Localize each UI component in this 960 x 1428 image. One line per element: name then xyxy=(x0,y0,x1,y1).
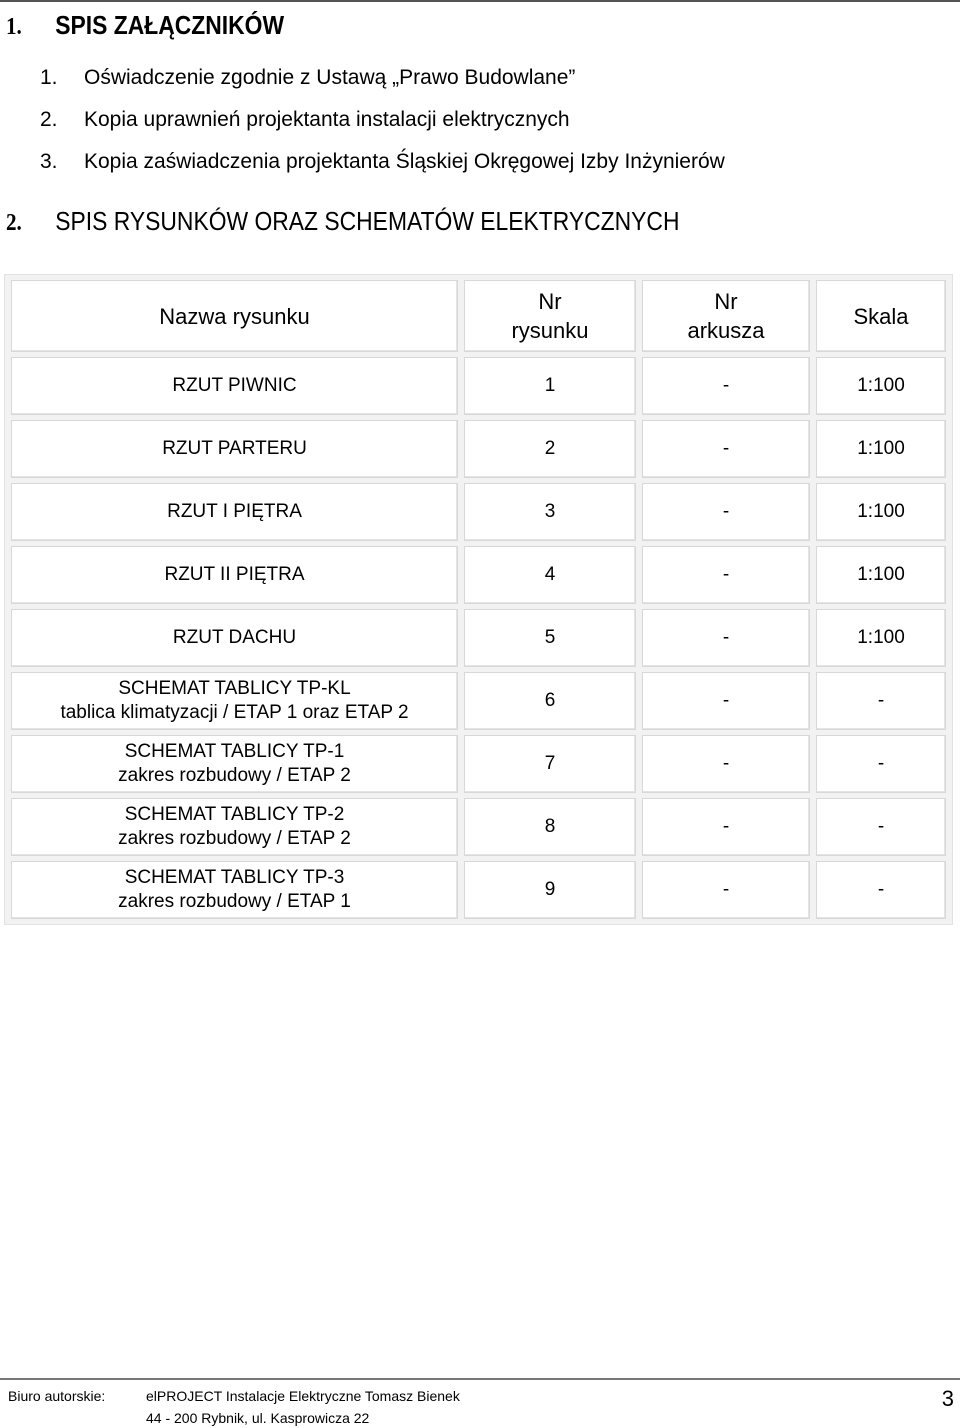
table-row xyxy=(11,483,946,541)
table-row xyxy=(11,546,946,604)
name-line: SCHEMAT TABLICY TP-KL xyxy=(118,678,351,699)
list-item-number: 1. xyxy=(40,66,58,89)
attachments-list xyxy=(40,66,725,192)
cell-drawing-number: 4 xyxy=(464,546,636,604)
page-footer xyxy=(0,1378,960,1428)
list-item-text: Kopia zaświadczenia projektanta Śląskiej Okręgowej Izby Inżynierów xyxy=(84,150,725,173)
name-line: RZUT PIWNIC xyxy=(172,375,297,396)
name-line: SCHEMAT TABLICY TP-2 xyxy=(124,804,345,825)
cell-scale: - xyxy=(816,672,946,730)
table-header-row xyxy=(11,280,946,352)
cell-sheet-number: - xyxy=(642,798,810,856)
name-subline: zakres rozbudowy / ETAP 1 xyxy=(118,891,351,912)
cell-drawing-number: 7 xyxy=(464,735,636,793)
name-line: RZUT PARTERU xyxy=(162,438,307,459)
cell-scale: - xyxy=(816,735,946,793)
cell-drawing-number: 9 xyxy=(464,861,636,919)
footer-address: 44 - 200 Rybnik, ul. Kasprowicza 22 xyxy=(146,1410,370,1426)
cell-drawing-name xyxy=(11,546,458,604)
table-row xyxy=(11,357,946,415)
cell-drawing-name xyxy=(11,483,458,541)
footer-firm-name: elPROJECT Instalacje Elektryczne Tomasz Bienek xyxy=(146,1388,460,1404)
cell-sheet-number: - xyxy=(642,735,810,793)
name-line: SCHEMAT TABLICY TP-1 xyxy=(124,741,345,762)
name-subline: zakres rozbudowy / ETAP 2 xyxy=(118,765,351,786)
name-line: RZUT I PIĘTRA xyxy=(167,501,302,522)
table-row xyxy=(11,420,946,478)
cell-sheet-number: - xyxy=(642,672,810,730)
cell-drawing-name xyxy=(11,735,458,793)
name-subline: zakres rozbudowy / ETAP 2 xyxy=(118,828,351,849)
header-line: Nr xyxy=(538,289,562,314)
cell-drawing-name xyxy=(11,672,458,730)
name-line: SCHEMAT TABLICY TP-3 xyxy=(124,867,345,888)
cell-sheet-number: - xyxy=(642,861,810,919)
cell-scale: 1:100 xyxy=(816,609,946,667)
cell-drawing-name xyxy=(11,609,458,667)
footer-label: Biuro autorskie: xyxy=(8,1388,106,1404)
cell-scale: - xyxy=(816,798,946,856)
table-row xyxy=(11,861,946,919)
list-item xyxy=(40,66,725,108)
cell-drawing-number: 2 xyxy=(464,420,636,478)
section-number: 2. xyxy=(6,210,22,236)
header-drawing-number xyxy=(464,280,636,352)
list-item xyxy=(40,108,725,150)
header-drawing-name: Nazwa rysunku xyxy=(11,280,458,352)
page-number: 3 xyxy=(941,1386,954,1411)
drawings-table xyxy=(4,274,953,925)
header-line: arkusza xyxy=(687,318,765,343)
section-heading-attachments xyxy=(6,10,284,41)
table-row xyxy=(11,798,946,856)
cell-sheet-number: - xyxy=(642,609,810,667)
cell-drawing-number: 1 xyxy=(464,357,636,415)
cell-scale: 1:100 xyxy=(816,483,946,541)
cell-drawing-name xyxy=(11,861,458,919)
cell-drawing-name xyxy=(11,357,458,415)
list-item-text: Kopia uprawnień projektanta instalacji elektrycznych xyxy=(84,108,570,131)
list-item xyxy=(40,150,725,192)
section-title: SPIS ZAŁĄCZNIKÓW xyxy=(55,10,285,40)
cell-scale: 1:100 xyxy=(816,357,946,415)
section-title: SPIS RYSUNKÓW ORAZ SCHEMATÓW ELEKTRYCZNYCH xyxy=(55,206,680,236)
cell-drawing-number: 8 xyxy=(464,798,636,856)
list-item-number: 3. xyxy=(40,150,58,173)
cell-sheet-number: - xyxy=(642,420,810,478)
table-row xyxy=(11,609,946,667)
section-heading-drawings xyxy=(6,206,679,237)
cell-drawing-name xyxy=(11,798,458,856)
cell-drawing-number: 3 xyxy=(464,483,636,541)
list-item-text: Oświadczenie zgodnie z Ustawą „Prawo Budowlane” xyxy=(84,66,576,89)
header-line: Nr xyxy=(714,289,738,314)
table-row xyxy=(11,735,946,793)
list-item-number: 2. xyxy=(40,108,58,131)
cell-drawing-number: 6 xyxy=(464,672,636,730)
name-line: RZUT DACHU xyxy=(172,627,297,648)
header-scale: Skala xyxy=(816,280,946,352)
name-subline: tablica klimatyzacji / ETAP 1 oraz ETAP 2 xyxy=(60,702,409,723)
cell-sheet-number: - xyxy=(642,357,810,415)
cell-drawing-name xyxy=(11,420,458,478)
table-row xyxy=(11,672,946,730)
cell-sheet-number: - xyxy=(642,483,810,541)
section-number: 1. xyxy=(6,14,22,40)
header-line: rysunku xyxy=(511,318,589,343)
name-line: RZUT II PIĘTRA xyxy=(164,564,305,585)
cell-sheet-number: - xyxy=(642,546,810,604)
cell-drawing-number: 5 xyxy=(464,609,636,667)
top-rule xyxy=(0,0,960,2)
header-sheet-number xyxy=(642,280,810,352)
cell-scale: 1:100 xyxy=(816,420,946,478)
cell-scale: - xyxy=(816,861,946,919)
cell-scale: 1:100 xyxy=(816,546,946,604)
